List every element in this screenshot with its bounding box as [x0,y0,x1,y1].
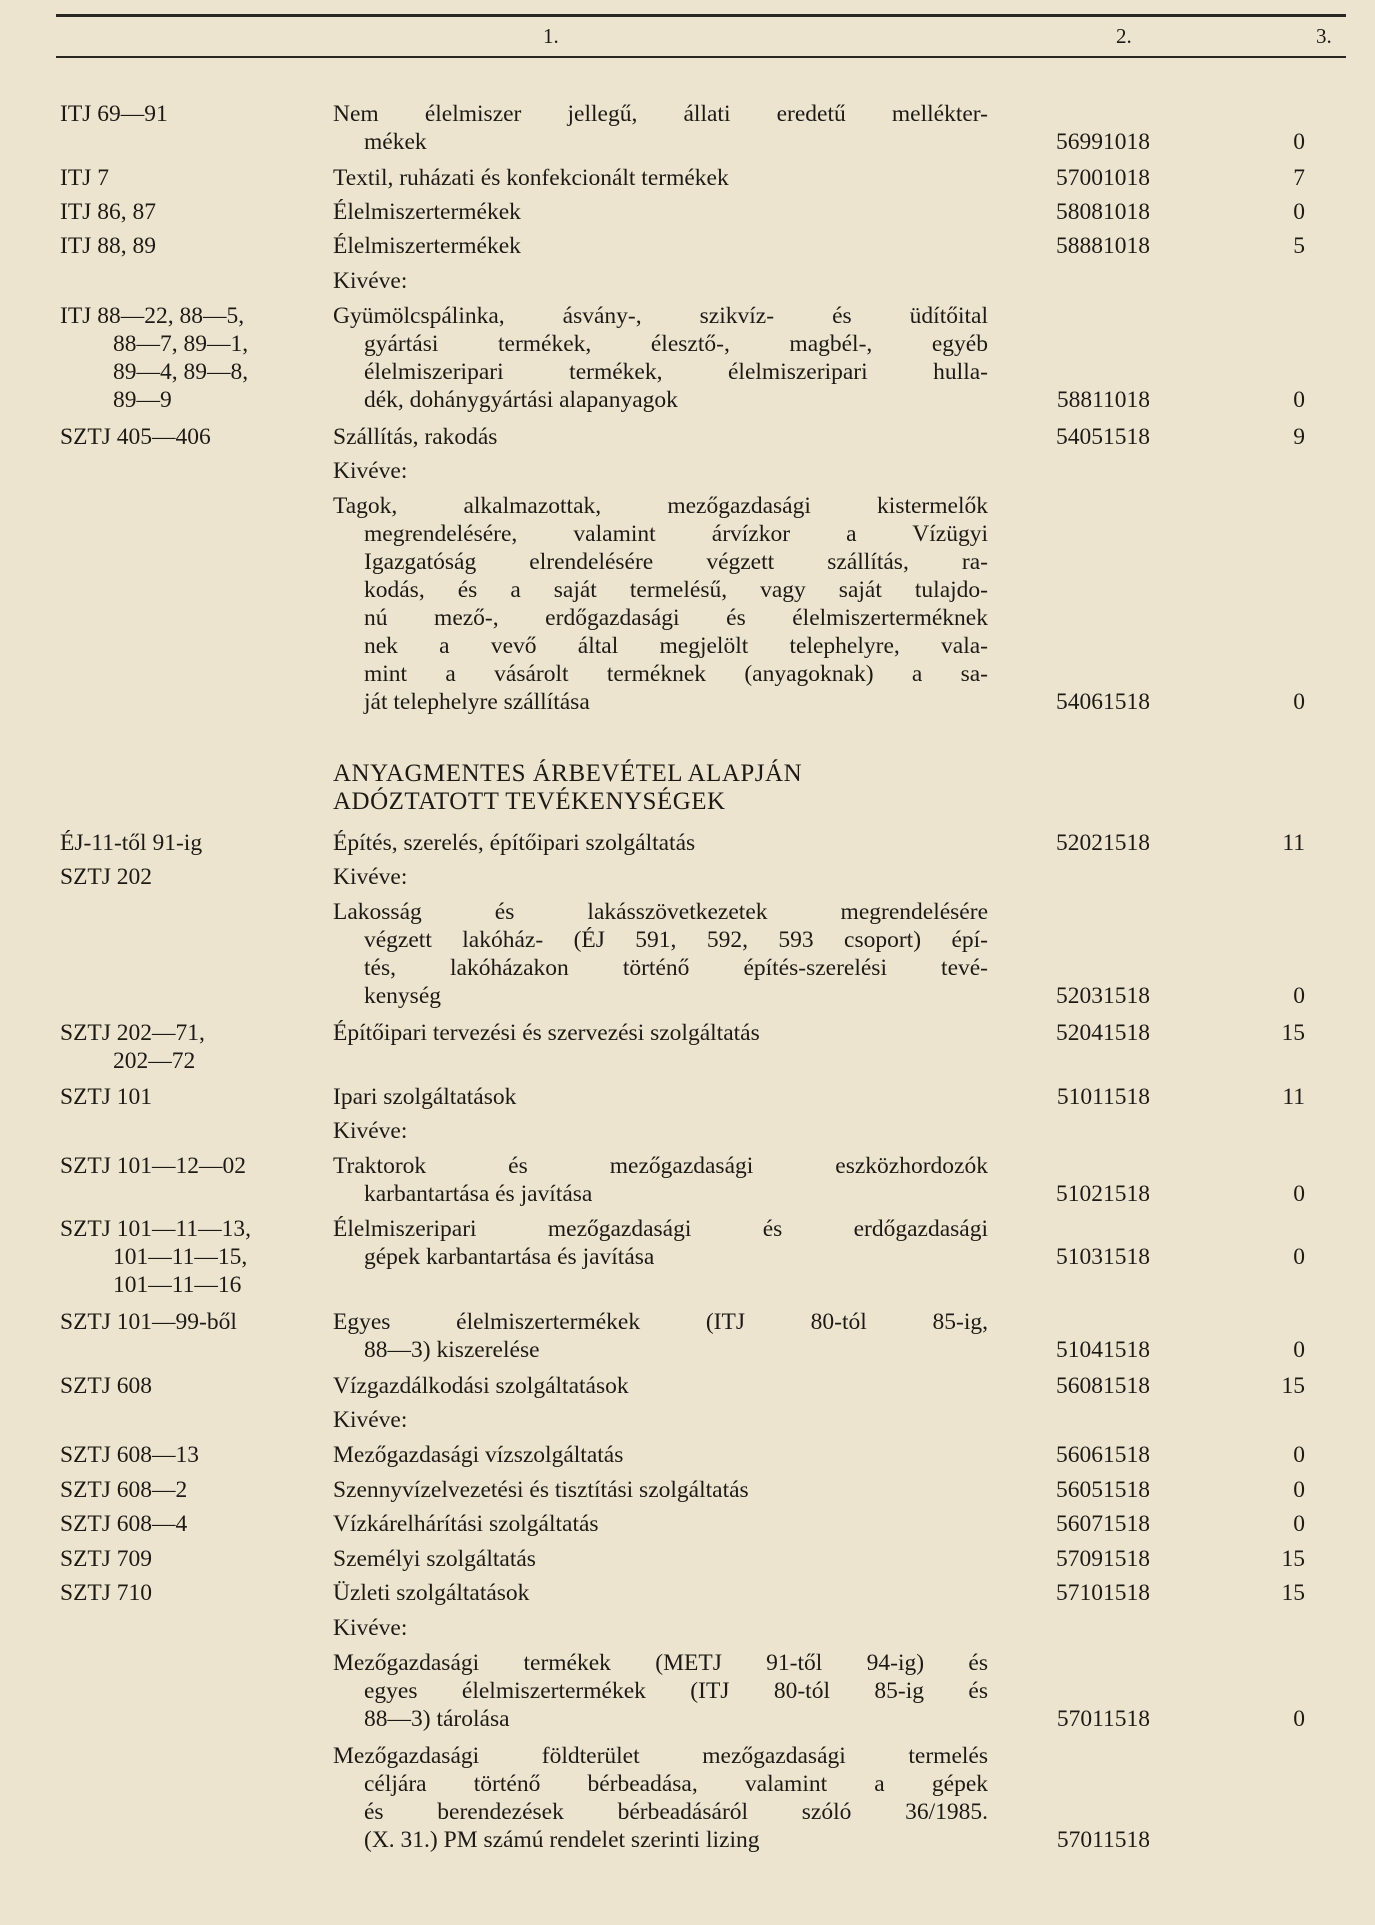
description-line: egyes élelmiszertermékek (ITJ 80-tól 85-ig és [364,1678,988,1704]
row-number: 52041518 [1056,1020,1150,1046]
code-line: ITJ 88, 89 [60,233,156,259]
row-description [333,1545,988,1573]
row-description [333,1579,988,1607]
description-line: mint a vásárolt terméknek (anyagoknak) a sa- [364,661,988,687]
description-line: Lakosság és lakásszövetkezetek megrendelésére [333,899,988,925]
description-line: Mezőgazdasági földterület mezőgazdasági termelés [333,1743,988,1769]
description-line: Vízkárelhárítási szolgáltatás [333,1511,599,1537]
description-line: Kivéve: [333,864,408,890]
row-description [333,492,988,716]
row-rate: 0 [1293,1442,1305,1468]
row-number: 57011518 [1056,1706,1150,1732]
row-number: 54051518 [1056,424,1150,450]
row-number: 56051518 [1056,1477,1150,1503]
row-description [333,302,988,414]
description-line: Textil, ruházati és konfekcionált termékek [333,165,729,191]
row-rate: 11 [1282,830,1305,856]
description-line: Építés, szerelés, építőipari szolgáltatás [333,830,696,856]
code-line: ITJ 86, 87 [60,199,156,225]
description-line: ANYAGMENTES ÁRBEVÉTEL ALAPJÁN [333,760,803,787]
row-code [60,164,320,192]
description-line: élelmiszeripari termékek, élelmiszeripari hulla- [364,359,988,385]
description-line: céljára történő bérbeadása, valamint a gépek [364,1771,988,1797]
description-line: Igazgatóság elrendelésére végzett szállítás, ra- [364,549,988,575]
row-rate: 0 [1293,1706,1305,1732]
description-line: Élelmiszertermékek [333,199,521,225]
row-rate: 0 [1293,1181,1305,1207]
description-line: Élelmiszeripari mezőgazdasági és erdőgazdasági [333,1216,988,1242]
row-number: 52021518 [1056,830,1150,856]
row-rate: 0 [1293,387,1305,413]
code-line: 88—7, 89—1, [113,331,249,357]
row-code [60,1372,320,1400]
description-line: végzett lakóház- (ÉJ 591, 592, 593 csoport) épí- [364,927,988,953]
row-description [333,457,988,485]
row-description [333,1476,988,1504]
description-line: Kivéve: [333,1615,408,1641]
row-description [333,1372,988,1400]
description-line: Kivéve: [333,1118,408,1144]
description-line: Traktorok és mezőgazdasági eszközhordozók [333,1153,988,1179]
row-code [60,1579,320,1607]
description-line: Szállítás, rakodás [333,424,498,450]
row-number: 54061518 [1056,689,1150,715]
code-line: SZTJ 709 [60,1546,153,1572]
row-description [333,1083,988,1111]
row-description [333,829,988,857]
row-rate: 7 [1293,165,1305,191]
row-description [333,1215,988,1271]
column-header-2: 2. [1116,24,1132,48]
row-number: 58081018 [1056,199,1150,225]
row-rate: 11 [1282,1084,1305,1110]
row-description [333,198,988,226]
description-line: megrendelésére, valamint árvízkor a Vízügyi [364,521,988,547]
description-line: 88—3) tárolása [364,1706,510,1732]
row-rate: 15 [1281,1373,1305,1399]
code-line: SZTJ 202—71, [60,1020,205,1046]
description-line: Egyes élelmiszertermékek (ITJ 80-tól 85-ig, [333,1309,988,1335]
row-rate: 0 [1293,1477,1305,1503]
description-line: kenység [364,983,442,1009]
description-line: nek a vevő által megjelölt telephelyre, vala- [364,633,988,659]
row-description [333,100,988,156]
row-code [60,829,320,857]
row-code [60,1083,320,1111]
code-line: SZTJ 608—2 [60,1477,188,1503]
description-line: gyártási termékek, élesztő-, magbél-, egyéb [364,331,988,357]
row-code [60,100,320,128]
description-line: ADÓZTATOTT TEVÉKENYSÉGEK [333,788,726,815]
row-code [60,1510,320,1538]
code-line: SZTJ 101—12—02 [60,1153,247,1179]
row-description [333,1649,988,1733]
description-line: Kivéve: [333,1407,408,1433]
code-line: ITJ 69—91 [60,101,168,127]
row-code [60,1308,320,1336]
row-description [333,232,988,260]
code-line: ITJ 88—22, 88—5, [60,303,245,329]
row-code [60,1215,320,1299]
description-line: és berendezések bérbeadásáról szóló 36/1985. [364,1799,988,1825]
code-line: 89—4, 89—8, [113,359,249,385]
row-code [60,1019,320,1075]
row-rate: 0 [1293,689,1305,715]
description-line: dék, dohánygyártási alapanyagok [364,387,678,413]
description-line: Vízgazdálkodási szolgáltatások [333,1373,629,1399]
row-description [333,1510,988,1538]
description-line: Személyi szolgáltatás [333,1546,536,1572]
row-number: 51011518 [1056,1084,1150,1110]
row-number: 58811018 [1056,387,1150,413]
description-line: Mezőgazdasági termékek (METJ 91-től 94-ig) és [333,1650,988,1676]
row-rate: 0 [1293,1337,1305,1363]
row-description [333,1441,988,1469]
description-line: Gyümölcspálinka, ásvány-, szikvíz- és üdítőital [333,303,988,329]
code-line: 101—11—15, [113,1244,248,1270]
row-number: 51021518 [1056,1181,1150,1207]
row-rate: 15 [1281,1580,1305,1606]
row-number: 52031518 [1056,983,1150,1009]
description-line: 88—3) kiszerelése [364,1337,540,1363]
description-line: Mezőgazdasági vízszolgáltatás [333,1442,624,1468]
row-rate: 15 [1281,1020,1305,1046]
column-header-1: 1. [543,24,559,48]
row-code [60,302,320,414]
description-line: Kivéve: [333,268,408,294]
code-line: SZTJ 101—11—13, [60,1216,252,1242]
row-number: 57001018 [1056,165,1150,191]
description-line: Kivéve: [333,458,408,484]
row-rate: 9 [1293,424,1305,450]
row-code [60,198,320,226]
code-line: 101—11—16 [113,1272,242,1298]
description-line: Üzleti szolgáltatások [333,1580,530,1606]
row-number: 51041518 [1056,1337,1150,1363]
row-description [333,1308,988,1364]
row-code [60,1152,320,1180]
description-line: ját telephelyre szállítása [364,689,590,715]
description-line: Ipari szolgáltatások [333,1084,517,1110]
description-line: Élelmiszertermékek [333,233,521,259]
description-line: kodás, és a saját termelésű, vagy saját tulajdo- [364,577,988,603]
row-number: 56081518 [1056,1373,1150,1399]
row-description [333,1614,988,1642]
row-number: 58881018 [1056,233,1150,259]
row-description [333,1152,988,1208]
row-description [333,898,988,1010]
row-number: 57101518 [1056,1580,1150,1606]
code-line: ITJ 7 [60,165,109,191]
row-code [60,1441,320,1469]
row-rate: 0 [1293,983,1305,1009]
description-line: Építőipari tervezési és szervezési szolgáltatás [333,1020,760,1046]
row-number: 57011518 [1056,1827,1150,1853]
row-description [333,164,988,192]
row-number: 51031518 [1056,1244,1150,1270]
code-line: SZTJ 405—406 [60,424,211,450]
row-code [60,1545,320,1573]
row-code [60,423,320,451]
row-code [60,863,320,891]
description-line: gépek karbantartása és javítása [364,1244,655,1270]
description-line: tés, lakóházakon történő építés-szerelési tevé- [364,955,988,981]
code-line: SZTJ 608 [60,1373,153,1399]
row-description [333,1019,988,1047]
row-rate: 15 [1281,1546,1305,1572]
code-line: SZTJ 608—13 [60,1442,200,1468]
description-line: nú mező-, erdőgazdasági és élelmiszerterméknek [364,605,988,631]
row-description [333,1406,988,1434]
code-line: 202—72 [113,1048,196,1074]
code-line: SZTJ 710 [60,1580,153,1606]
row-code [60,232,320,260]
description-line: Szennyvízelvezetési és tisztítási szolgáltatás [333,1477,749,1503]
code-line: SZTJ 202 [60,864,153,890]
description-line: (X. 31.) PM számú rendelet szerinti lizing [364,1827,760,1853]
row-rate: 0 [1293,129,1305,155]
row-description [333,1742,988,1854]
row-description [333,423,988,451]
row-rate: 5 [1293,233,1305,259]
row-rate: 0 [1293,199,1305,225]
code-line: SZTJ 101 [60,1084,153,1110]
row-rate: 0 [1293,1511,1305,1537]
description-line: mékek [364,129,427,155]
row-description [333,267,988,295]
row-code [60,1476,320,1504]
code-line: SZTJ 608—4 [60,1511,188,1537]
column-header-3: 3. [1316,24,1332,48]
description-line: karbantartása és javítása [364,1181,593,1207]
row-rate: 0 [1293,1244,1305,1270]
row-number: 56991018 [1056,129,1150,155]
code-line: ÉJ-11-től 91-ig [60,830,203,856]
description-line: Nem élelmiszer jellegű, állati eredetű mellékter- [333,101,988,127]
row-number: 56061518 [1056,1442,1150,1468]
code-line: SZTJ 101—99-ből [60,1309,237,1335]
row-description [333,863,988,891]
row-description [333,760,988,816]
row-number: 56071518 [1056,1511,1150,1537]
description-line: Tagok, alkalmazottak, mezőgazdasági kistermelők [333,493,988,519]
row-number: 57091518 [1056,1546,1150,1572]
code-line: 89—9 [113,387,172,413]
row-description [333,1117,988,1145]
